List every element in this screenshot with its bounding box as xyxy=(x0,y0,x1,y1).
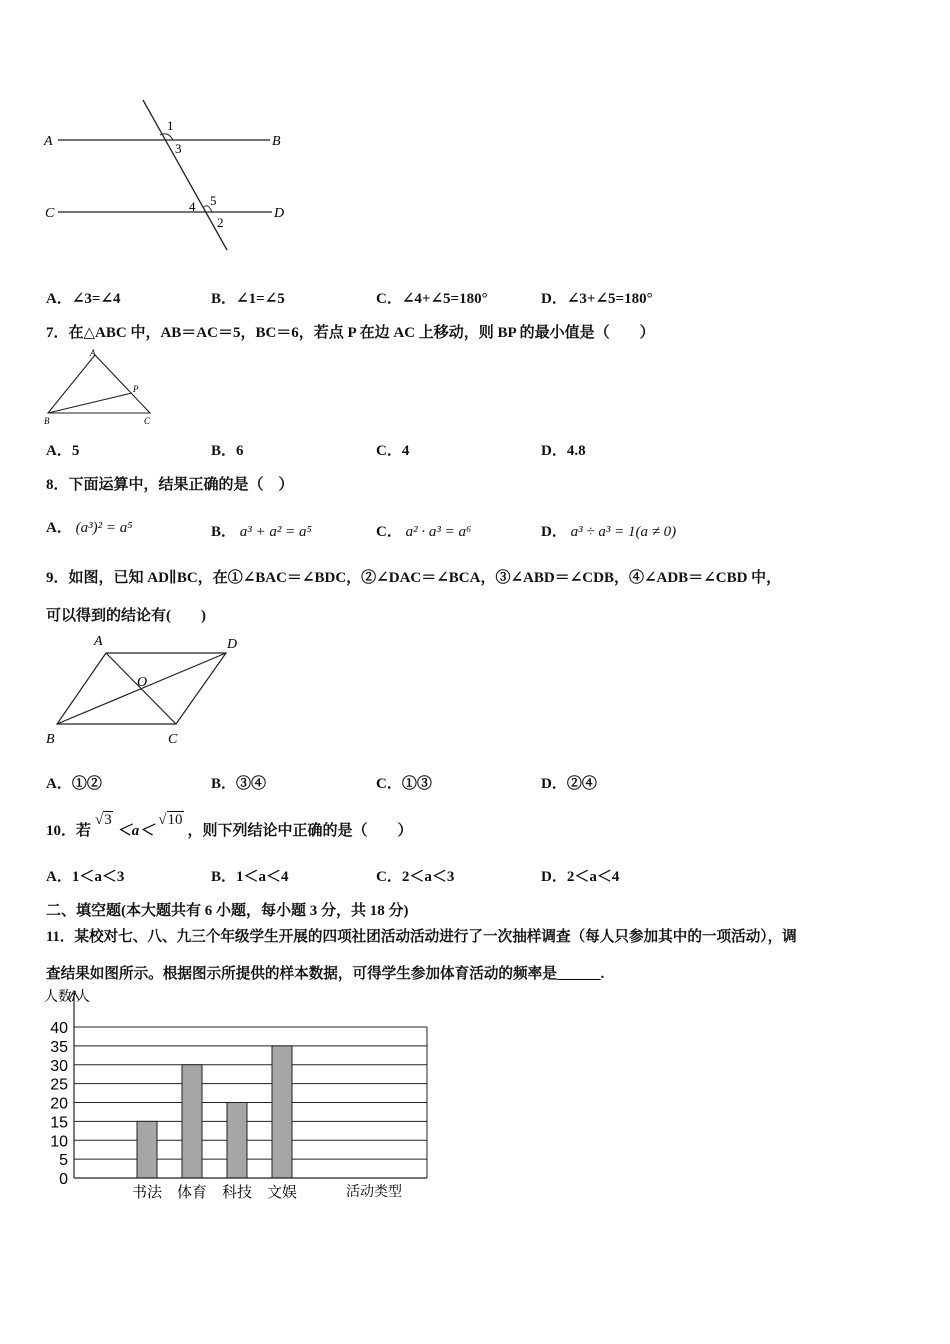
q9-figure xyxy=(40,630,255,750)
q10-stem xyxy=(46,812,413,842)
option-text: 5 xyxy=(71,443,80,459)
option-key: C． xyxy=(376,524,402,540)
option-key: A． xyxy=(46,869,72,885)
label-A: A xyxy=(44,134,53,149)
transversal-line xyxy=(143,100,227,250)
q10-option-c[interactable] xyxy=(376,865,454,886)
y-tick-label: 0 xyxy=(59,1171,68,1188)
label-O: O xyxy=(137,675,148,690)
q7-option-b[interactable] xyxy=(211,439,244,460)
angle-arc-1 xyxy=(160,134,173,140)
angle-label-4: 4 xyxy=(189,199,196,214)
q9-option-b[interactable] xyxy=(211,772,266,793)
option-text: ∠1=∠5 xyxy=(236,291,285,307)
q11-stem-line1: 11．某校对七、八、九三个年级学生开展的四项社团活动活动进行了一次抽样调查（每人只参加其中的一项活动），调 xyxy=(46,929,797,945)
option-key: B． xyxy=(211,869,237,885)
q10-option-a[interactable] xyxy=(46,865,124,886)
option-text: (a³)² = a⁵ xyxy=(75,520,133,536)
q7-option-a[interactable] xyxy=(46,439,79,460)
section-title: 二、填空题(本大题共有 6 小题，每小题 3 分，共 18 分) xyxy=(46,903,409,919)
q9-stem-line2: 可以得到的结论有( ) xyxy=(46,608,206,624)
option-key: C． xyxy=(376,869,402,885)
label-C: C xyxy=(144,416,151,426)
segment-bp xyxy=(48,393,132,413)
radicand: 3 xyxy=(104,812,112,828)
option-text: ∠3=∠4 xyxy=(71,291,121,307)
q7-option-c[interactable] xyxy=(376,439,409,460)
label-D: D xyxy=(227,637,238,652)
option-text: 4 xyxy=(401,443,410,459)
option-text: 2＜a＜4 xyxy=(566,869,620,885)
label-B: B xyxy=(44,416,50,426)
label-B: B xyxy=(272,134,281,149)
label-B: B xyxy=(46,732,55,747)
xtick-layer xyxy=(132,1183,297,1201)
option-key: C． xyxy=(376,443,402,459)
label-D: D xyxy=(274,206,285,221)
y-axis-label: 人数/人 xyxy=(44,988,90,1004)
q10-option-d[interactable] xyxy=(541,865,619,886)
q10-prefix: 10．若 xyxy=(46,823,92,839)
q10-suffix: ，则下列结论中正确的是（ ） xyxy=(187,823,413,839)
option-text: 6 xyxy=(236,443,244,459)
grid-layer xyxy=(74,1027,427,1178)
bar-chart xyxy=(40,985,440,1205)
angle-label-2: 2 xyxy=(217,215,224,230)
radicand: 10 xyxy=(167,812,183,828)
radical-sign-icon: √ xyxy=(95,812,104,828)
bar-2 xyxy=(227,1103,247,1179)
option-text: ∠3+∠5=180° xyxy=(566,291,653,307)
option-key: D． xyxy=(541,291,567,307)
q6-option-b[interactable] xyxy=(211,287,285,308)
label-A: A xyxy=(90,348,96,358)
q7-figure xyxy=(40,347,160,427)
option-key: B． xyxy=(211,291,237,307)
option-key: D． xyxy=(541,524,567,540)
angle-label-1: 1 xyxy=(167,118,174,133)
bar-layer xyxy=(137,1046,292,1178)
label-C: C xyxy=(45,206,55,221)
label-C: C xyxy=(168,732,178,747)
option-text: 2＜a＜3 xyxy=(401,869,455,885)
bar-1 xyxy=(182,1065,202,1178)
option-key: A． xyxy=(46,291,72,307)
option-key: B． xyxy=(211,443,237,459)
option-text: ①② xyxy=(71,776,102,792)
label-P: P xyxy=(133,384,139,394)
q8-option-a[interactable] xyxy=(46,516,132,537)
x-tick-label: 科技 xyxy=(221,1184,253,1201)
option-text: 1＜a＜3 xyxy=(71,869,125,885)
option-text: ③④ xyxy=(236,776,267,792)
q6-option-c[interactable] xyxy=(376,287,488,308)
option-text: ①③ xyxy=(401,776,432,792)
option-text: a³ + a² = a⁵ xyxy=(239,524,312,540)
y-tick-label: 30 xyxy=(50,1057,68,1075)
option-key: B． xyxy=(211,524,237,540)
option-key: B． xyxy=(211,776,237,792)
q10-mid: ＜a＜ xyxy=(116,823,155,839)
option-key: A． xyxy=(46,776,72,792)
q11-stem-line2: 查结果如图所示。根据图示所提供的样本数据，可得学生参加体育活动的频率是______. xyxy=(46,966,605,982)
label-A: A xyxy=(94,634,103,649)
option-key: C． xyxy=(376,291,402,307)
q6-option-d[interactable] xyxy=(541,287,653,308)
sqrt-10 xyxy=(158,812,183,829)
option-key: D． xyxy=(541,443,567,459)
q9-option-c[interactable] xyxy=(376,772,432,793)
q7-stem: 7．在△ABC 中，AB＝AC＝5，BC＝6，若点 P 在边 AC 上移动，则 BP 的最小值是（ ） xyxy=(46,325,655,341)
ytick-layer xyxy=(50,1020,68,1188)
sqrt-3 xyxy=(95,812,113,829)
angle-label-3: 3 xyxy=(175,141,182,156)
x-tick-label: 书法 xyxy=(131,1184,163,1201)
bar-3 xyxy=(272,1046,292,1178)
option-key: A． xyxy=(46,443,72,459)
option-text: 1＜a＜4 xyxy=(236,869,289,885)
x-tick-label: 文娱 xyxy=(266,1184,298,1201)
q8-option-d[interactable] xyxy=(541,520,676,541)
option-key: A． xyxy=(46,520,72,536)
q8-stem: 8．下面运算中，结果正确的是（ ） xyxy=(46,477,294,493)
option-key: C． xyxy=(376,776,402,792)
angle-label-5: 5 xyxy=(210,193,217,208)
y-tick-label: 25 xyxy=(50,1076,68,1094)
y-tick-label: 20 xyxy=(50,1095,68,1113)
y-tick-label: 35 xyxy=(50,1038,68,1056)
q8-option-b[interactable] xyxy=(211,520,312,541)
y-tick-label: 40 xyxy=(50,1020,68,1037)
y-tick-label: 5 xyxy=(59,1152,68,1170)
q8-option-c[interactable] xyxy=(376,520,471,541)
option-text: 4.8 xyxy=(566,443,586,459)
option-text: ∠4+∠5=180° xyxy=(401,291,488,307)
x-tick-label: 体育 xyxy=(176,1184,208,1201)
option-text: ②④ xyxy=(566,776,597,792)
q9-stem-line1: 9．如图，已知 AD∥BC，在①∠BAC＝∠BDC，②∠DAC＝∠BCA，③∠ABD＝∠CDB，④∠ADB＝∠CBD 中， xyxy=(46,570,782,586)
option-text: a² · a³ = a⁶ xyxy=(405,524,472,540)
radical-sign-icon: √ xyxy=(158,812,167,828)
q7-option-d[interactable] xyxy=(541,439,586,460)
q9-option-a[interactable] xyxy=(46,772,102,793)
q10-option-b[interactable] xyxy=(211,865,289,886)
option-text: a³ ÷ a³ = 1(a ≠ 0) xyxy=(570,524,677,540)
q6-figure xyxy=(40,95,300,260)
option-key: D． xyxy=(541,776,567,792)
y-tick-label: 15 xyxy=(50,1114,68,1132)
x-axis-label: 活动类型 xyxy=(346,1183,402,1199)
y-tick-label: 10 xyxy=(50,1133,68,1151)
option-key: D． xyxy=(541,869,567,885)
bar-0 xyxy=(137,1121,157,1178)
q6-option-a[interactable] xyxy=(46,287,121,308)
q9-option-d[interactable] xyxy=(541,772,597,793)
